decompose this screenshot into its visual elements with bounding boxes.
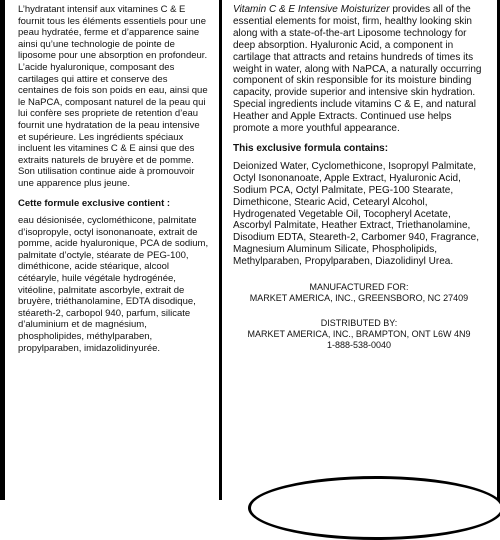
manufactured-address: MARKET AMERICA, INC., GREENSBORO, NC 27409 xyxy=(249,293,469,304)
product-name: Vitamin C & E Intensive Moisturizer xyxy=(233,4,390,15)
manufactured-label: MANUFACTURED FOR: xyxy=(309,282,409,293)
english-ingredients: Deionized Water, Cyclomethicone, Isopropyl Palmitate, Octyl Isononanoate, Apple Extract, Hyaluronic Acid, Sodium PCA, Octyl Palmitate, PEG-100 Stearate, Dimethicone, Stearic Acid, Cetearyl Alcohol, Hydrogenated Vegetable Oil, Tocopheryl Acetate, Ascorbyl Palmitate, Heather Extract, Triethanolamine, Disodium EDTA, Steareth-2, Carbomer 940, Fragrance, Magnesium Aluminum Silicate, Phospholipids, Methylparaben, Propylparaben, Diazolidinyl Urea. xyxy=(233,160,480,268)
bottom-oval-outline xyxy=(248,476,500,540)
distributed-address: MARKET AMERICA, INC., BRAMPTON, ONT L6W 4N9 xyxy=(247,329,471,340)
english-formula-heading: This exclusive formula contains: xyxy=(233,142,389,154)
french-ingredients: eau désionisée, cyclométhicone, palmitate d’isopropyle, octyl isononanoate, extrait de pomme, acide hyaluronique, PCA de sodium, palmitate d’octyle, stéarate de PEG-100, diméthicone, acide stéarique, alcool cétéaryle, huile végétale hydrogénée, vitéoline, palmitate ascorbyle, extrait de bruyère, triéthanolamine, EDTA disodique, stéareth-2, carbopol 940, parfum, silicate d’aluminium et de magnésium, phospholipides, méthylparaben, propylparaben, imidazolidinyurée. xyxy=(18,215,209,354)
distributor-block xyxy=(233,318,485,351)
english-description xyxy=(233,4,485,135)
phone-number: 1-888-538-0040 xyxy=(326,340,392,351)
english-description-text: provides all of the essential elements for moist, firm, healthy looking skin along with a state-of-the-art Liposome technology for deep absorption. Hyaluronic Acid, a component in cartilage that attracts and retains hundreds of times its weight in water, along with NaPCA, a naturally occurring component of skin responsible for its moisture binding capacity, provide superior and intensive skin hydration. Special ingredients include vitamins C & E, and natural Heather and Apple Extracts. Continued use helps promote a more youthful appearance. xyxy=(233,4,482,135)
manufacturer-block xyxy=(233,282,485,304)
french-formula-heading: Cette formule exclusive contient : xyxy=(18,197,171,209)
french-column xyxy=(18,4,210,354)
column-divider xyxy=(219,0,222,500)
distributed-label: DISTRIBUTED BY: xyxy=(320,318,398,329)
left-border xyxy=(0,0,5,500)
french-description: L’hydratant intensif aux vitamines C & E fournit tous les éléments essentiels pour une peau hydratée, ferme et d’apparence saine ainsi qu’une technologie de pointe de liposome pour une absorption en profondeur. L’acide hyaluronique, composant des cartilages qui attire et conserve des centaines de fois son poids en eau, ainsi que le NaPCA, composant naturel de la peau qui lui confère ses propriete de retention d’eau fournit une hydratation de la peau intensive et supérieure. Les ingrédients spéciaux incluent les vitamines C & E ainsi que des extraits naturels de bruyère et de pomme. Son utilisation continue aide à promouvoir une apparence plus jeune. xyxy=(18,4,208,189)
english-column xyxy=(233,4,485,351)
